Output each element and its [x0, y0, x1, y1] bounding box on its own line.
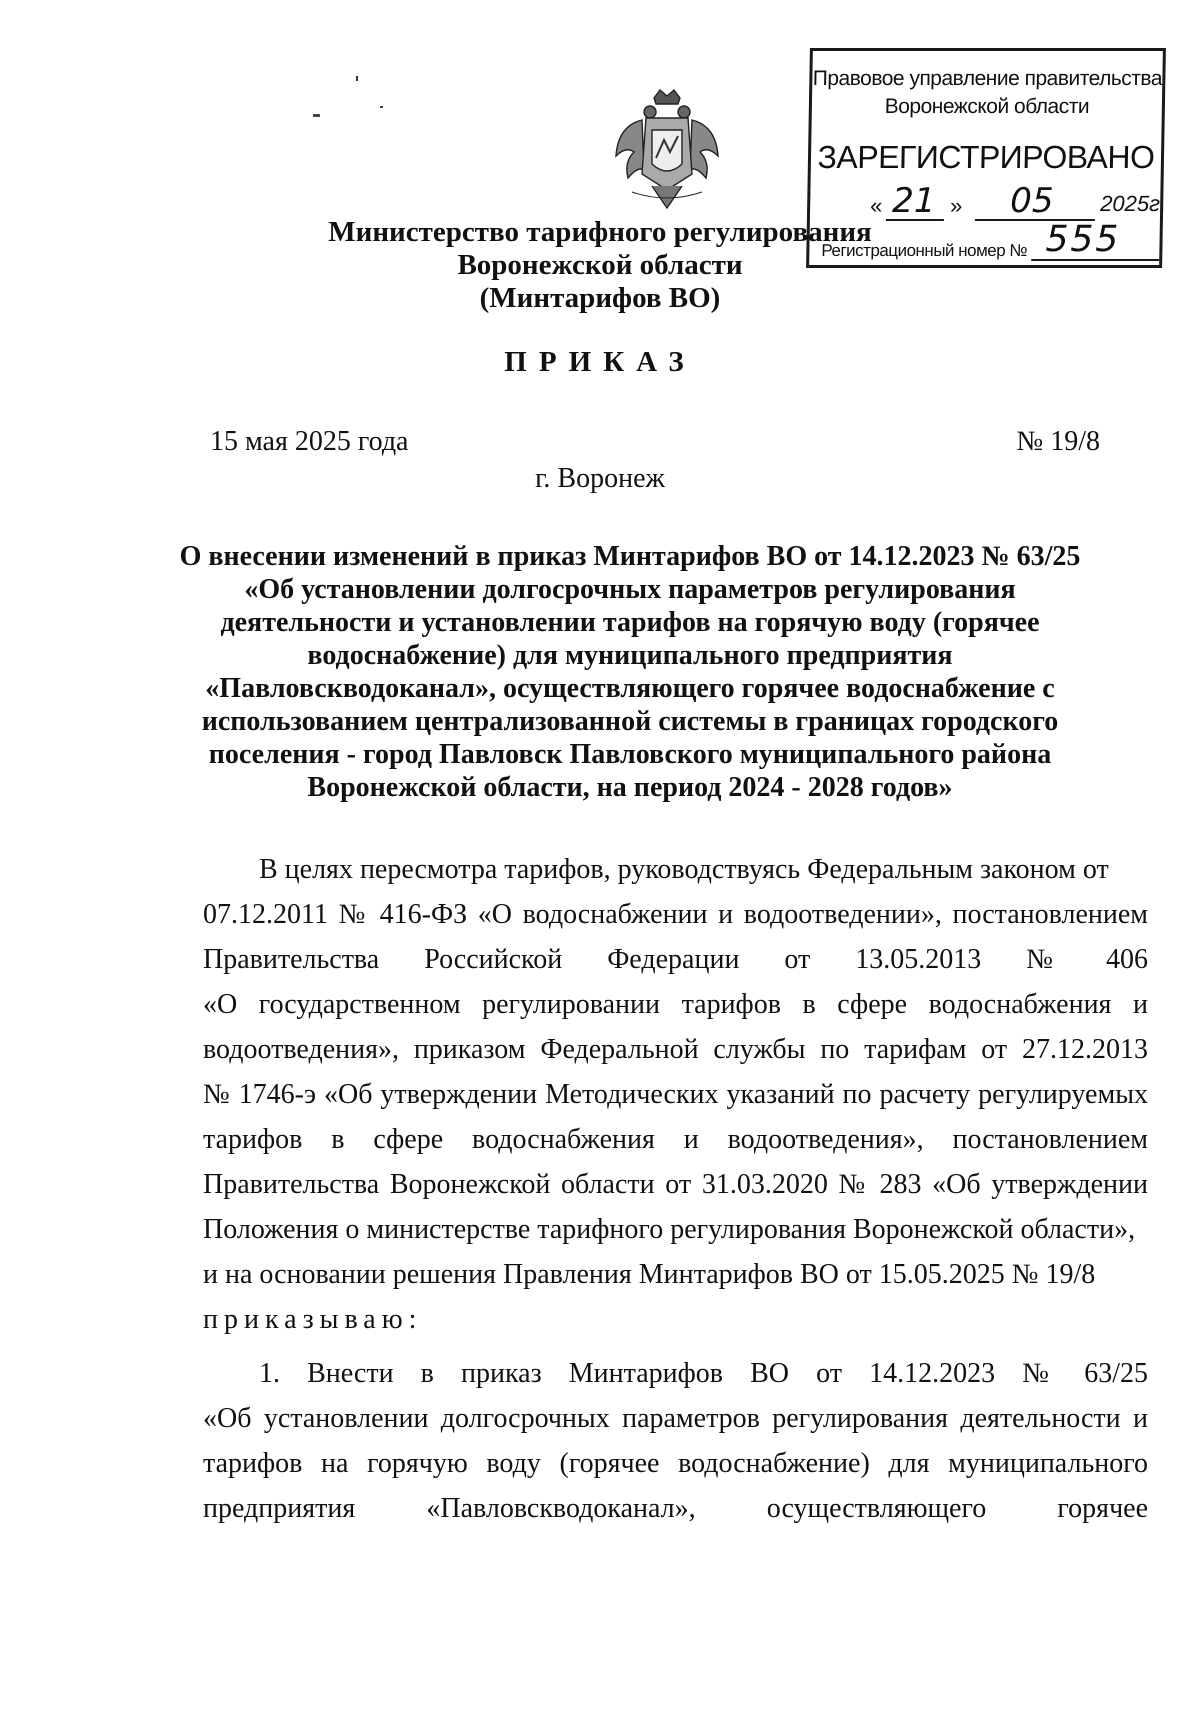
stamp-date-day: 21 — [891, 181, 936, 221]
body-line: В целях пересмотра тарифов, руководствуясь Федеральным законом от — [259, 854, 1109, 885]
title-line: деятельности и установлении тарифов на горячую воду (горячее — [220, 607, 1040, 638]
document-number: № 19/8 — [1016, 426, 1100, 457]
ministry-abbreviation: (Минтарифов ВО) — [479, 282, 721, 314]
body-line: тарифов в сфере водоснабжения и водоотведения», постановлением — [203, 1124, 1148, 1155]
body-line: Правительства Воронежской области от 31.03.2020 № 283 «Об утверждении — [203, 1169, 1148, 1200]
body-line: 07.12.2011 № 416-ФЗ «О водоснабжении и водоотведении», постановлением — [203, 899, 1148, 930]
body-line: предприятия «Павловскводоканал», осуществляющего горячее — [203, 1493, 1148, 1524]
body-line: и на основании решения Правления Минтарифов ВО от 15.05.2025 № 19/8 — [203, 1259, 1096, 1290]
coat-of-arms-emblem — [612, 86, 722, 211]
body-line: «О государственном регулировании тарифов в сфере водоснабжения и — [203, 989, 1148, 1020]
body-line-prikazyvayu: приказываю: — [203, 1304, 423, 1335]
body-line: тарифов на горячую воду (горячее водоснабжение) для муниципального — [203, 1448, 1148, 1479]
title-line: «Павловскводоканал», осуществляющего горячее водоснабжение с — [205, 673, 1055, 704]
document-type: ПРИКАЗ — [504, 346, 696, 378]
stamp-date-year: 2025г. — [1099, 191, 1167, 216]
stamp-reg-number: 555 — [1045, 219, 1121, 260]
scan-speck — [380, 106, 383, 108]
title-line: поселения - город Павловск Павловского муниципального района — [208, 739, 1052, 770]
title-line: Воронежской области, на период 2024 - 2028 годов» — [307, 772, 953, 803]
stamp-quote-open: « — [869, 193, 883, 218]
scan-speck — [313, 114, 320, 117]
document-city: г. Воронеж — [535, 463, 665, 494]
document-date: 15 мая 2025 года — [210, 426, 409, 457]
title-line: О внесении изменений в приказ Минтарифов ВО от 14.12.2023 № 63/25 — [179, 541, 1081, 572]
stamp-registered-label: ЗАРЕГИСТРИРОВАНО — [817, 139, 1155, 175]
title-line: «Об установлении долгосрочных параметров регулирования — [244, 574, 1016, 605]
ministry-name-line1: Министерство тарифного регулирования — [328, 216, 872, 248]
body-line: Положения о министерстве тарифного регулирования Воронежской области», — [203, 1214, 1136, 1245]
eagle-icon — [612, 86, 722, 211]
stamp-quote-close: » — [949, 193, 963, 218]
body-line: «Об установлении долгосрочных параметров регулирования деятельности и — [203, 1403, 1148, 1434]
scan-speck — [356, 76, 358, 81]
title-line: водоснабжение) для муниципального предприятия — [307, 640, 953, 671]
body-line: водоотведения», приказом Федеральной службы по тарифам от 27.12.2013 — [203, 1034, 1148, 1065]
stamp-date-month: 05 — [1009, 181, 1054, 221]
body-line: № 1746-э «Об утверждении Методических указаний по расчету регулируемых — [203, 1079, 1148, 1110]
body-line: Правительства Российской Федерации от 13.05.2013 № 406 — [203, 944, 1148, 975]
stamp-underline — [1031, 259, 1159, 261]
stamp-reg-number-label: Регистрационный номер № — [821, 241, 1028, 260]
stamp-org-line2: Воронежской области — [884, 95, 1090, 118]
title-line: использованием централизованной системы в границах городского — [201, 706, 1059, 737]
stamp-organization — [812, 65, 1163, 121]
stamp-org-line1: Правовое управление правительства — [812, 67, 1163, 90]
ministry-name-line2: Воронежской области — [457, 249, 743, 281]
body-line: 1. Внести в приказ Минтарифов ВО от 14.12.2023 № 63/25 — [259, 1358, 1148, 1389]
stamp-date — [850, 181, 1167, 221]
